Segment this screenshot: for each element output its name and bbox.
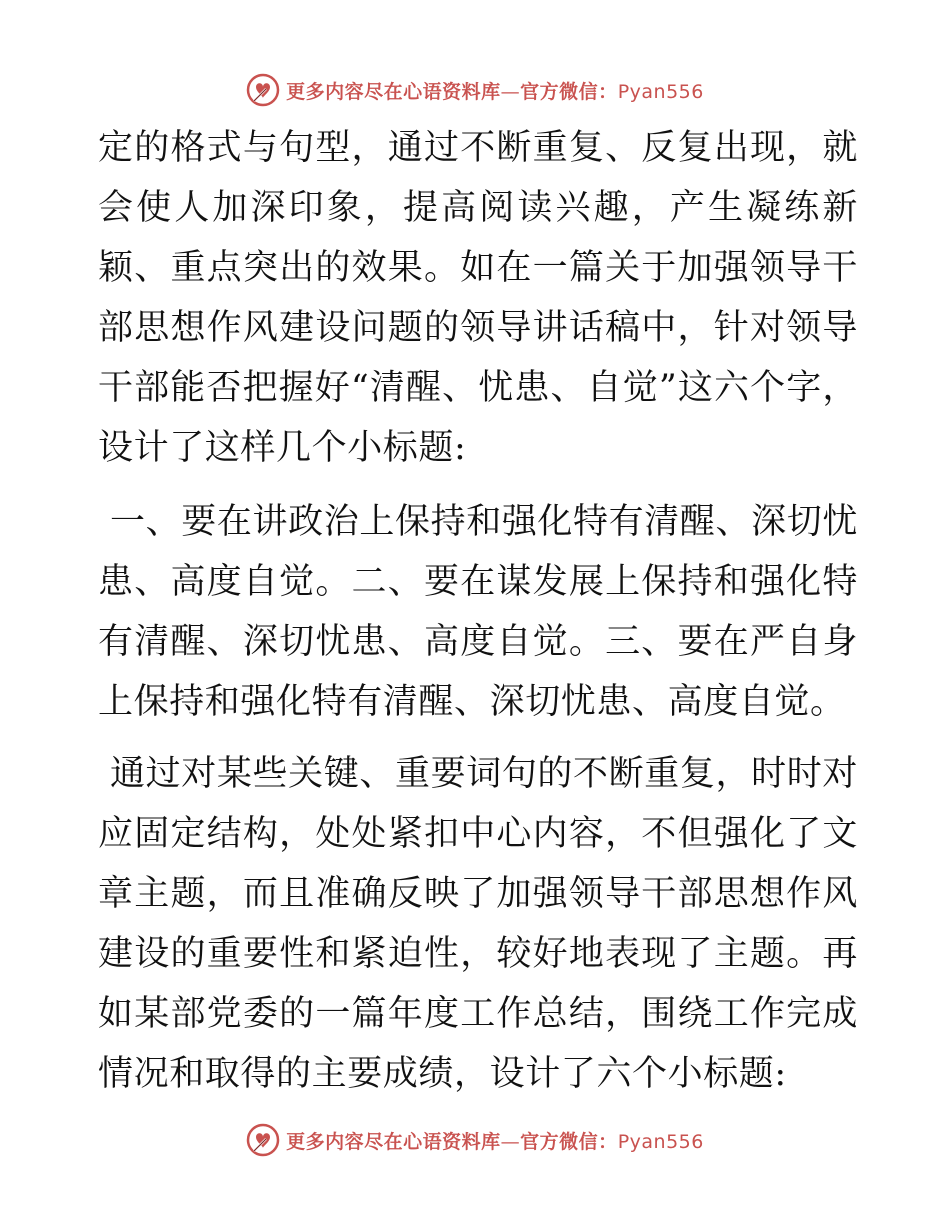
- banner-wechat-id: Pyan556: [617, 1130, 704, 1153]
- banner-site-text: 更多内容尽在心语资料库: [286, 80, 501, 103]
- paragraph: 定的格式与句型，通过不断重复、反复出现，就会使人加深印象，提高阅读兴趣，产生凝练新颖、重点突出的效果。如在一篇关于加强领导干部思想作风建设问题的领导讲话稿中，针对领导干部能否把握好“清醒、忧患、自觉”这六个字，设计了这样几个小标题:: [98, 128, 858, 468]
- heart-pen-logo-icon: [246, 1123, 280, 1157]
- footer-banner: [0, 1120, 950, 1160]
- heart-pen-logo-icon: [246, 73, 280, 107]
- paragraph: 通过对某些关键、重要词句的不断重复，时时对应固定结构，处处紧扣中心内容，不但强化了文章主题，而且准确反映了加强领导干部思想作风建设的重要性和紧迫性，较好地表现了主题。再如某部党委的一篇年度工作总结，围绕工作完成情况和取得的主要成绩，设计了六个小标题:: [98, 754, 858, 1094]
- paragraph: 一、要在讲政治上保持和强化特有清醒、深切忧患、高度自觉。二、要在谋发展上保持和强化特有清醒、深切忧患、高度自觉。三、要在严自身上保持和强化特有清醒、深切忧患、高度自觉。: [98, 502, 858, 722]
- document-body: [98, 118, 858, 1104]
- header-banner: [0, 70, 950, 110]
- banner-separator: —: [500, 1130, 521, 1153]
- banner-text: [286, 77, 704, 104]
- banner-separator: —: [500, 80, 521, 103]
- banner-wechat-id: Pyan556: [617, 80, 704, 103]
- banner-site-text: 更多内容尽在心语资料库: [286, 1130, 501, 1153]
- banner-wechat-label: 官方微信：: [520, 80, 618, 103]
- banner-wechat-label: 官方微信：: [520, 1130, 618, 1153]
- banner-text: [286, 1127, 704, 1154]
